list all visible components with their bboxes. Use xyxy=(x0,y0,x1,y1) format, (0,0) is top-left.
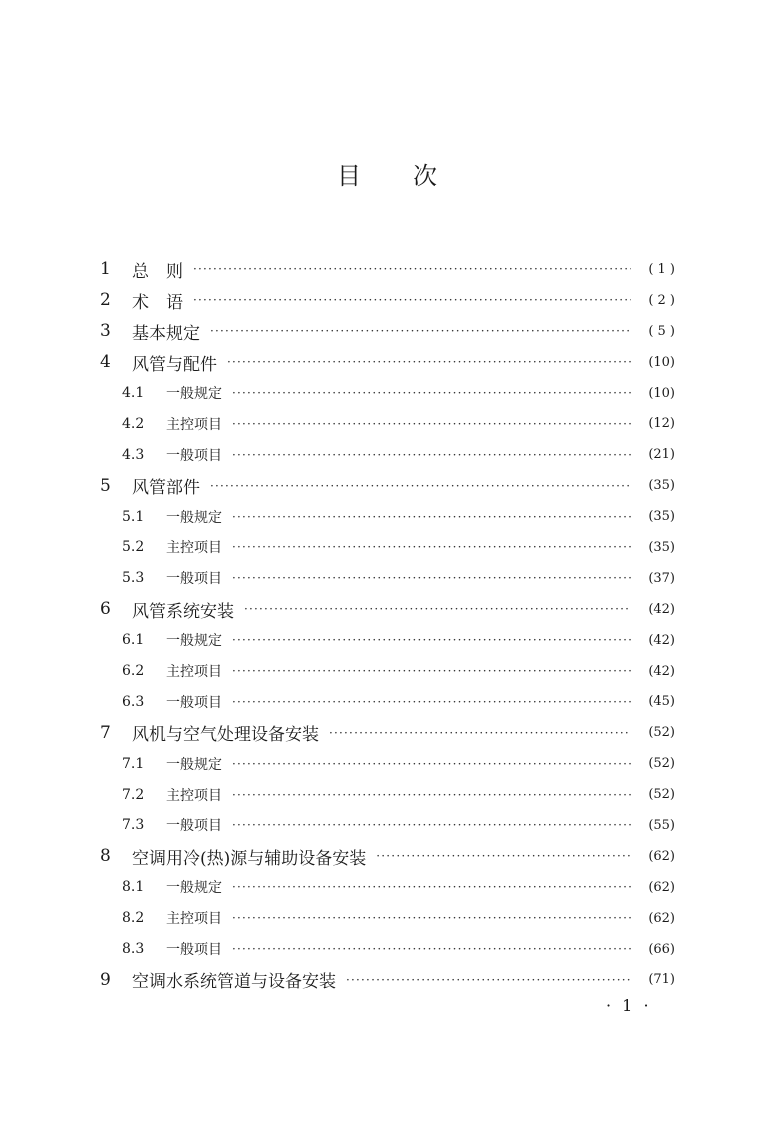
toc-entry[interactable] xyxy=(100,686,675,717)
toc-entry-page: (45) xyxy=(648,694,675,710)
toc-entry[interactable] xyxy=(100,656,675,687)
toc-entry-number: 7.3 xyxy=(122,817,145,834)
toc-entry-page: (62) xyxy=(648,910,675,926)
page-number-footer: · 1 · xyxy=(606,996,652,1015)
toc-entry-title: 一般项目 xyxy=(166,818,222,835)
toc-dot-leader xyxy=(227,354,631,370)
toc-entry-number: 5 xyxy=(100,475,111,496)
toc-entry-number: 4.2 xyxy=(122,415,145,432)
toc-dot-leader xyxy=(232,694,631,710)
toc-entry-title: 主控项目 xyxy=(166,911,222,928)
toc-entry-page: (52) xyxy=(648,756,675,772)
toc-entry-number: 4.1 xyxy=(122,385,145,401)
toc-entry-number: 2 xyxy=(100,290,111,311)
toc-entry-page: ( 1 ) xyxy=(648,261,675,277)
toc-entry-number: 8.3 xyxy=(122,941,145,958)
toc-entry-title: 一般规定 xyxy=(166,509,222,526)
toc-entry-title: 一般项目 xyxy=(166,571,222,588)
toc-entry-number: 6.3 xyxy=(122,693,145,710)
toc-entry-title: 主控项目 xyxy=(166,787,222,804)
toc-dot-leader xyxy=(210,478,631,494)
toc-entry-title: 一般规定 xyxy=(166,386,222,402)
toc-entry-page: (42) xyxy=(648,632,675,648)
toc-entry-page: (21) xyxy=(648,447,675,463)
toc-entry-title: 一般项目 xyxy=(166,447,222,464)
toc-entry-number: 5.2 xyxy=(122,539,145,556)
toc-entry[interactable] xyxy=(100,378,675,409)
toc-entry[interactable] xyxy=(100,779,675,810)
toc-entry-number: 8.1 xyxy=(122,879,145,896)
toc-entry-title: 空调水系统管道与设备安装 xyxy=(132,972,336,993)
toc-entry-title: 一般规定 xyxy=(166,756,222,773)
toc-dot-leader xyxy=(210,323,631,339)
toc-entry[interactable] xyxy=(100,285,675,316)
toc-entry-page: (35) xyxy=(648,539,675,555)
toc-entry[interactable] xyxy=(100,717,675,748)
toc-entry-number: 4 xyxy=(100,352,111,373)
toc-entry-number: 6 xyxy=(100,599,111,620)
toc-dot-leader xyxy=(232,817,631,833)
toc-entry-number: 7 xyxy=(100,722,111,743)
toc-entry-number: 9 xyxy=(100,969,111,990)
toc-dot-leader xyxy=(232,941,631,957)
toc-entry-number: 6.2 xyxy=(122,663,145,680)
toc-entry-page: (12) xyxy=(648,416,675,432)
toc-entry-page: (62) xyxy=(648,879,675,895)
toc-entry-page: (35) xyxy=(648,478,675,494)
toc-entry-number: 8.2 xyxy=(122,910,145,927)
toc-entry-page: (52) xyxy=(648,787,675,803)
toc-entry-number: 5.3 xyxy=(122,570,145,587)
page-title xyxy=(0,160,774,192)
toc-entry-title: 风机与空气处理设备安装 xyxy=(132,725,319,746)
toc-entry[interactable] xyxy=(100,872,675,903)
toc-entry[interactable] xyxy=(100,934,675,965)
toc-entry[interactable] xyxy=(100,347,675,378)
toc-entry[interactable] xyxy=(100,563,675,594)
toc-entry-number: 4.3 xyxy=(122,446,145,463)
toc-entry-page: (42) xyxy=(648,663,675,679)
toc-entry-title: 风管与配件 xyxy=(132,354,217,375)
toc-entry-page: ( 5 ) xyxy=(648,323,675,339)
toc-dot-leader xyxy=(232,539,631,555)
toc-entry-title: 一般规定 xyxy=(166,633,222,650)
toc-entry-page: (71) xyxy=(648,972,675,988)
toc-entry-number: 8 xyxy=(100,846,111,867)
toc-dot-leader xyxy=(376,848,631,864)
toc-entry-title: 术 语 xyxy=(132,292,183,313)
title-char-2: 次 xyxy=(413,162,437,190)
toc-dot-leader xyxy=(244,601,631,617)
toc-dot-leader xyxy=(346,972,631,988)
toc-entry-number: 7.1 xyxy=(122,755,145,772)
toc-entry-page: (42) xyxy=(648,601,675,617)
toc-entry-title: 风管系统安装 xyxy=(132,601,234,622)
toc-dot-leader xyxy=(232,447,631,463)
toc-entry[interactable] xyxy=(100,470,675,501)
toc-entry-page: (10) xyxy=(648,385,675,401)
toc-entry[interactable] xyxy=(100,408,675,439)
toc-entry[interactable] xyxy=(100,316,675,347)
toc-dot-leader xyxy=(193,292,631,308)
toc-dot-leader xyxy=(193,261,631,277)
toc-entry-page: (66) xyxy=(648,941,675,957)
toc-entry-title: 总 则 xyxy=(132,261,183,282)
toc-entry[interactable] xyxy=(100,748,675,779)
toc-entry[interactable] xyxy=(100,810,675,841)
toc-dot-leader xyxy=(232,632,631,648)
toc-entry-page: (10) xyxy=(648,354,675,370)
table-of-contents xyxy=(100,254,675,995)
toc-entry[interactable] xyxy=(100,439,675,470)
toc-entry-title: 主控项目 xyxy=(166,416,222,433)
toc-entry-title: 空调用冷(热)源与辅助设备安装 xyxy=(132,848,367,869)
toc-dot-leader xyxy=(232,416,631,432)
toc-entry-number: 5.1 xyxy=(122,508,145,525)
toc-entry-number: 1 xyxy=(100,259,111,280)
toc-entry-title: 主控项目 xyxy=(166,664,222,681)
toc-dot-leader xyxy=(232,787,631,803)
toc-dot-leader xyxy=(232,910,631,926)
toc-dot-leader xyxy=(232,385,631,401)
toc-entry[interactable] xyxy=(100,964,675,995)
toc-dot-leader xyxy=(232,663,631,679)
toc-entry-number: 6.1 xyxy=(122,632,145,649)
toc-entry[interactable] xyxy=(100,594,675,625)
toc-dot-leader xyxy=(329,725,631,741)
toc-entry-page: (35) xyxy=(648,509,675,525)
toc-entry[interactable] xyxy=(100,841,675,872)
toc-entry[interactable] xyxy=(100,625,675,656)
toc-dot-leader xyxy=(232,879,631,895)
toc-dot-leader xyxy=(232,509,631,525)
toc-entry-title: 风管部件 xyxy=(132,478,200,499)
toc-entry[interactable] xyxy=(100,532,675,563)
toc-entry-page: (55) xyxy=(648,817,675,833)
toc-entry-number: 3 xyxy=(100,321,111,342)
toc-entry-page: (37) xyxy=(648,570,675,586)
toc-entry-title: 基本规定 xyxy=(132,323,200,344)
toc-entry-number: 7.2 xyxy=(122,786,145,803)
toc-entry-title: 主控项目 xyxy=(166,540,222,557)
title-char-1: 目 xyxy=(337,162,361,190)
toc-entry-page: (62) xyxy=(648,848,675,864)
toc-entry-title: 一般项目 xyxy=(166,942,222,959)
toc-entry[interactable] xyxy=(100,903,675,934)
toc-entry-title: 一般规定 xyxy=(166,880,222,897)
toc-entry[interactable] xyxy=(100,254,675,285)
toc-entry-title: 一般项目 xyxy=(166,694,222,711)
toc-entry[interactable] xyxy=(100,501,675,532)
toc-dot-leader xyxy=(232,756,631,772)
toc-entry-page: (52) xyxy=(648,725,675,741)
toc-dot-leader xyxy=(232,570,631,586)
toc-entry-page: ( 2 ) xyxy=(648,292,675,308)
